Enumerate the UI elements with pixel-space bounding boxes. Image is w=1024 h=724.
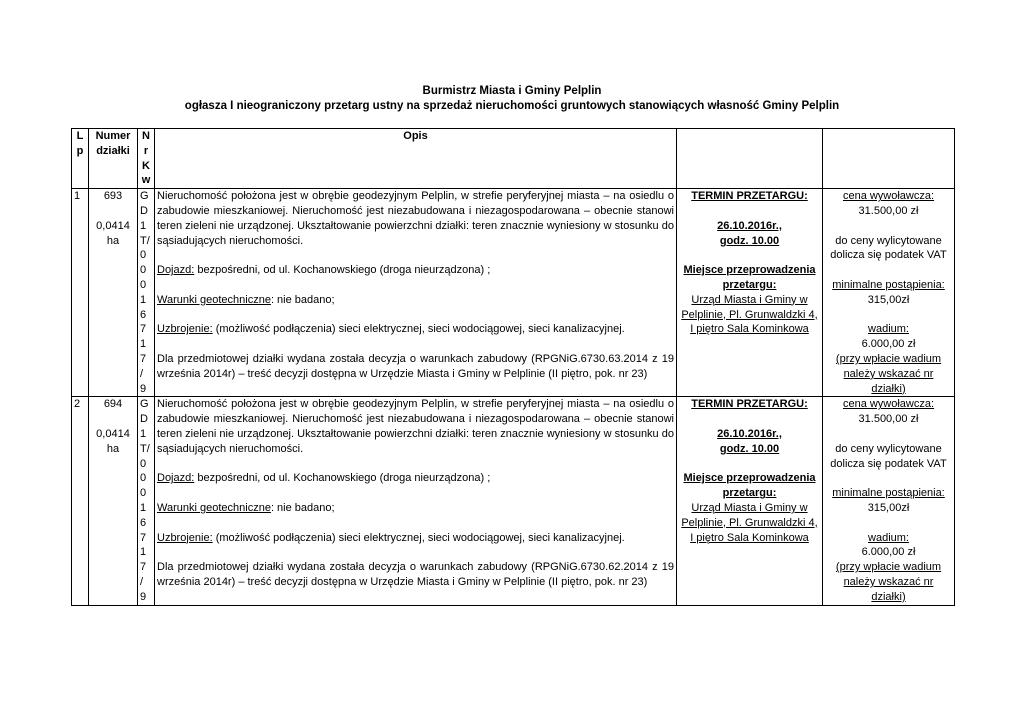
cell-cena	[823, 189, 955, 397]
kw-char: D	[140, 204, 148, 217]
kw-char: T/	[140, 234, 150, 247]
vat-line-2: dolicza się podatek VAT	[830, 457, 947, 470]
kw-char: 7	[140, 352, 147, 365]
termin-label: TERMIN PRZETARGU:	[691, 398, 808, 411]
header-termin	[677, 129, 823, 189]
miejsce-label-2: przetargu:	[722, 487, 777, 500]
miejsce-label: Miejsce przeprowadzenia	[683, 472, 816, 485]
kw-char: 7	[140, 323, 147, 336]
plot-area-unit: ha	[106, 234, 120, 247]
kw-char: 1	[140, 546, 147, 559]
header-nr-kw: N r K w	[138, 129, 155, 189]
kw-char: 1	[140, 501, 147, 514]
table-row	[72, 397, 955, 605]
cell-termin	[677, 189, 823, 397]
miejsce-line-2: Pelplinie, Pl. Grunwaldzki 4,	[681, 516, 818, 529]
cena-label: cena wywoławcza:	[842, 190, 935, 203]
termin-date: 26.10.2016r.,	[717, 219, 782, 232]
table-header-row	[72, 129, 955, 189]
vat-line-1: do ceny wylicytowane	[835, 234, 942, 247]
cell-numer-dzialki	[89, 189, 138, 397]
kw-char: 0	[140, 249, 147, 262]
opis-dojazd: Dojazd: bezpośredni, od ul. Kochanowskiego (droga nieurządzona) ;	[157, 472, 491, 485]
kw-char: 0	[140, 264, 147, 277]
cell-lp: 2	[72, 397, 89, 605]
document-title: Burmistrz Miasta i Gminy Pelplin	[422, 85, 602, 97]
miejsce-label: Miejsce przeprowadzenia	[683, 264, 816, 277]
postapienie-value: 315,00zł	[867, 501, 910, 514]
kw-char: /	[140, 367, 144, 380]
kw-char: 1	[140, 293, 147, 306]
document-subtitle: ogłasza I nieograniczony przetarg ustny na sprzedaż nieruchomości gruntowych stanowiących własność Gminy Pelplin	[184, 100, 840, 112]
cell-termin	[677, 397, 823, 605]
kw-char: 0	[140, 472, 147, 485]
vat-line-2: dolicza się podatek VAT	[830, 249, 947, 262]
postapienie-label: minimalne postąpienia:	[832, 487, 945, 500]
opis-description: Nieruchomość położona jest w obrębie geodezyjnym Pelplin, w strefie peryferyjnej miasta – na osiedlu o zabudowie mieszkaniowej. Nieruchomość jest niezabudowana i niezagospodarowana – obecnie stanowi teren zieleni nie urządzonej. Ukształtowanie powierzchni działki: teren znacznie wyniesiony w stosunku do sąsiadujących nieruchomości.	[157, 190, 674, 247]
header-cena	[823, 129, 955, 189]
kw-char: 7	[140, 531, 147, 544]
wadium-note-3: działki)	[871, 382, 906, 395]
miejsce-line-3: I piętro Sala Kominkowa	[690, 531, 809, 544]
kw-char: G	[140, 190, 149, 203]
termin-hour: godz. 10.00	[719, 442, 780, 455]
kw-char: 1	[140, 427, 147, 440]
wadium-note-1: (przy wpłacie wadium	[835, 352, 942, 365]
cell-numer-dzialki	[89, 397, 138, 605]
opis-dojazd: Dojazd: bezpośredni, od ul. Kochanowskiego (droga nieurządzona) ;	[157, 264, 491, 277]
opis-uzbrojenie: Uzbrojenie: (możliwość podłączenia) sieci elektrycznej, sieci wodociągowej, sieci kanalizacyjnej.	[157, 531, 625, 544]
opis-warunki: Warunki geotechniczne: nie badano;	[157, 501, 335, 514]
kw-char: 9	[140, 590, 147, 603]
cell-nr-kw	[138, 189, 155, 397]
wadium-value: 6.000,00 zł	[861, 338, 916, 351]
kw-char: 0	[140, 457, 147, 470]
miejsce-line-1: Urząd Miasta i Gminy w	[691, 501, 808, 514]
opis-decyzja: Dla przedmiotowej działki wydana została decyzja o warunkach zabudowy (RPGNiG.6730.62.2014 z 19 września 2014r) – treść decyzji dostępna w Urzędzie Miasta i Gminy w Pelplinie (II piętro, pok. nr 23)	[157, 561, 674, 588]
termin-hour: godz. 10.00	[719, 234, 780, 247]
cell-opis	[155, 397, 677, 605]
header-lp: L p	[72, 129, 89, 189]
wadium-label: wadium:	[868, 323, 909, 336]
kw-char: 9	[140, 382, 147, 395]
plot-area-unit: ha	[106, 442, 120, 455]
miejsce-line-2: Pelplinie, Pl. Grunwaldzki 4,	[681, 308, 818, 321]
cell-nr-kw	[138, 397, 155, 605]
table-row	[72, 189, 955, 397]
kw-char: 1	[140, 219, 147, 232]
termin-date: 26.10.2016r.,	[717, 427, 782, 440]
kw-char: T/	[140, 442, 150, 455]
plot-number: 694	[103, 398, 123, 411]
opis-uzbrojenie: Uzbrojenie: (możliwość podłączenia) sieci elektrycznej, sieci wodociągowej, sieci kanalizacyjnej.	[157, 323, 625, 336]
wadium-value: 6.000,00 zł	[861, 546, 916, 559]
termin-label: TERMIN PRZETARGU:	[691, 190, 808, 203]
kw-char: 1	[140, 338, 147, 351]
header-opis: Opis	[155, 129, 677, 189]
cell-cena	[823, 397, 955, 605]
kw-char: 6	[140, 308, 147, 321]
cell-opis	[155, 189, 677, 397]
miejsce-line-1: Urząd Miasta i Gminy w	[691, 293, 808, 306]
plot-area: 0,0414	[96, 219, 130, 232]
wadium-note-2: należy wskazać nr	[843, 367, 934, 380]
wadium-label: wadium:	[868, 531, 909, 544]
kw-char: D	[140, 413, 148, 426]
kw-char: /	[140, 575, 144, 588]
postapienie-label: minimalne postąpienia:	[832, 278, 945, 291]
plot-number: 693	[103, 190, 123, 203]
miejsce-line-3: I piętro Sala Kominkowa	[690, 323, 809, 336]
kw-char: 0	[140, 278, 147, 291]
kw-char: 7	[140, 561, 147, 574]
header-numer-dzialki: Numer działki	[89, 129, 138, 189]
plot-area: 0,0414	[96, 427, 130, 440]
wadium-note-3: działki)	[871, 590, 906, 603]
cell-lp: 1	[72, 189, 89, 397]
opis-warunki: Warunki geotechniczne: nie badano;	[157, 293, 335, 306]
postapienie-value: 315,00zł	[867, 293, 910, 306]
auction-table	[71, 128, 955, 606]
kw-char: 0	[140, 487, 147, 500]
opis-description: Nieruchomość położona jest w obrębie geodezyjnym Pelplin, w strefie peryferyjnej miasta – na osiedlu o zabudowie mieszkaniowej. Nieruchomość jest niezabudowana i niezagospodarowana – obecnie stanowi teren zieleni nie urządzonej. Ukształtowanie powierzchni działki: teren znacznie wyniesiony w stosunku do sąsiadujących nieruchomości.	[157, 398, 674, 455]
wadium-note-2: należy wskazać nr	[843, 575, 934, 588]
opis-decyzja: Dla przedmiotowej działki wydana została decyzja o warunkach zabudowy (RPGNiG.6730.63.2014 z 19 września 2014r) – treść decyzji dostępna w Urzędzie Miasta i Gminy w Pelplinie (II piętro, pok. nr 23)	[157, 352, 674, 380]
wadium-note-1: (przy wpłacie wadium	[835, 561, 942, 574]
kw-char: 6	[140, 516, 147, 529]
cena-value: 31.500,00 zł	[858, 204, 919, 217]
cena-label: cena wywoławcza:	[842, 398, 935, 411]
vat-line-1: do ceny wylicytowane	[835, 442, 942, 455]
cena-value: 31.500,00 zł	[858, 413, 919, 426]
kw-char: G	[140, 398, 149, 411]
miejsce-label-2: przetargu:	[722, 278, 777, 291]
